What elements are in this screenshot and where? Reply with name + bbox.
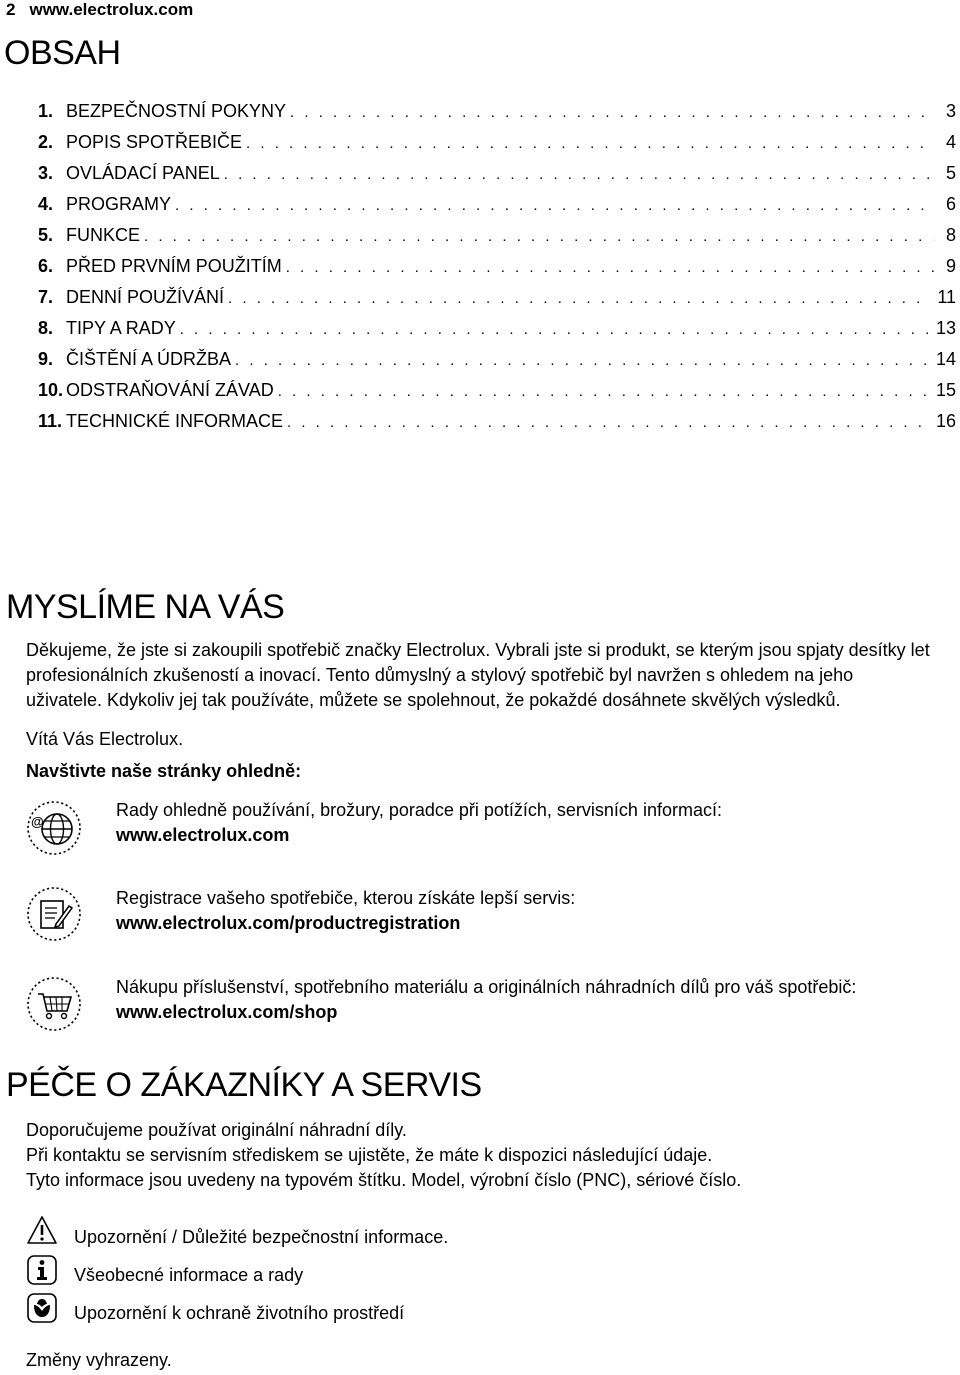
care-line: Doporučujeme používat originální náhradní díly. (26, 1120, 407, 1140)
care-paragraph (26, 1118, 956, 1193)
toc-page: 3 (945, 101, 956, 121)
toc-item[interactable] (38, 189, 956, 220)
welcome-text: Vítá Vás Electrolux. (26, 729, 184, 749)
toc-page: 5 (945, 163, 956, 183)
table-of-contents (38, 96, 956, 437)
toc-leader (246, 128, 934, 159)
legend-environment-text: Upozornění k ochraně životního prostředí (74, 1303, 405, 1323)
toc-label: FUNKCE (66, 225, 141, 245)
toc-item[interactable] (38, 251, 956, 282)
section-title-care: PÉČE O ZÁKAZNÍKY A SERVIS (6, 1066, 482, 1104)
globe-icon (26, 800, 82, 856)
cart-icon (26, 976, 82, 1032)
link-url[interactable]: www.electrolux.com/shop (116, 1002, 338, 1022)
legend-info-text: Všeobecné informace a rady (74, 1265, 304, 1285)
toc-item[interactable] (38, 220, 956, 251)
toc-number: 3. (38, 163, 54, 183)
intro-line: profesionálních zkušeností a inovací. Tento důmyslný a stylový spotřebič byl navržen s ohledem na jeho (26, 665, 854, 685)
toc-page: 16 (935, 411, 956, 431)
environment-icon (26, 1292, 58, 1324)
toc-label: OVLÁDACÍ PANEL (66, 163, 220, 183)
shop-link-block (116, 975, 856, 1025)
toc-item[interactable] (38, 282, 956, 313)
toc-label: PŘED PRVNÍM POUŽITÍM (66, 256, 282, 276)
link-description: Registrace vašeho spotřebiče, kterou získáte lepší servis: (116, 888, 576, 908)
toc-page: 13 (935, 318, 956, 338)
intro-paragraph (26, 638, 956, 713)
toc-number: 10. (38, 380, 64, 400)
page-header (6, 0, 193, 20)
toc-number: 2. (38, 132, 54, 152)
intro-line: Děkujeme, že jste si zakoupili spotřebič značky Electrolux. Vybrali jste si produkt, se kterým jsou spjaty desítky let (26, 640, 930, 660)
toc-number: 5. (38, 225, 54, 245)
toc-item[interactable] (38, 127, 956, 158)
toc-page: 8 (945, 225, 956, 245)
toc-page: 11 (937, 287, 956, 307)
toc-page: 15 (935, 380, 956, 400)
toc-number: 7. (38, 287, 54, 307)
toc-number: 6. (38, 256, 54, 276)
toc-item[interactable] (38, 96, 956, 127)
toc-number: 9. (38, 349, 54, 369)
toc-label: ČIŠTĚNÍ A ÚDRŽBA (66, 349, 232, 369)
toc-page: 6 (945, 194, 956, 214)
toc-label: BEZPEČNOSTNÍ POKYNY (66, 101, 287, 121)
link-description: Nákupu příslušenství, spotřebního materiálu a originálních náhradních dílů pro váš spotřebič: (116, 977, 857, 997)
toc-leader (180, 314, 930, 345)
toc-item[interactable] (38, 375, 956, 406)
toc-leader (228, 283, 931, 314)
toc-item[interactable] (38, 313, 956, 344)
toc-label: POPIS SPOTŘEBIČE (66, 132, 243, 152)
toc-label: PROGRAMY (66, 194, 172, 214)
intro-line: uživatele. Kdykoliv jej tak používáte, můžete se spolehnout, že pokaždé dosáhnete skvělých výsledků. (26, 690, 841, 710)
support-link-block (116, 798, 722, 848)
toc-leader (144, 221, 934, 252)
toc-leader (224, 159, 934, 190)
section-title-thinking: MYSLÍME NA VÁS (6, 588, 285, 626)
care-line: Tyto informace jsou uvedeny na typovém štítku. Model, výrobní číslo (PNC), sériové číslo. (26, 1170, 742, 1190)
toc-leader (287, 407, 930, 438)
toc-item[interactable] (38, 344, 956, 375)
warning-icon (26, 1214, 58, 1246)
link-description: Rady ohledně používání, brožury, poradce při potížích, servisních informací: (116, 800, 722, 820)
toc-label: ODSTRAŇOVÁNÍ ZÁVAD (66, 380, 274, 400)
visit-heading: Navštivte naše stránky ohledně: (26, 761, 302, 781)
site-url: www.electrolux.com (29, 0, 194, 19)
link-url[interactable]: www.electrolux.com (116, 825, 290, 845)
link-url[interactable]: www.electrolux.com/productregistration (116, 913, 461, 933)
toc-number: 11. (38, 411, 63, 431)
toc-number: 4. (38, 194, 54, 214)
page-number: 2 (6, 0, 16, 19)
svg-text:@: @ (31, 814, 44, 829)
toc-leader (175, 190, 934, 221)
toc-number: 8. (38, 318, 54, 338)
toc-leader (235, 345, 930, 376)
toc-leader (286, 252, 934, 283)
toc-leader (278, 376, 930, 407)
toc-page: 14 (935, 349, 956, 369)
toc-page: 9 (945, 256, 956, 276)
toc-title: OBSAH (4, 34, 121, 72)
legend-warning-text: Upozornění / Důležité bezpečnostní informace. (74, 1227, 449, 1247)
toc-item[interactable] (38, 406, 956, 437)
registration-icon (26, 886, 82, 942)
registration-link-block (116, 886, 575, 936)
toc-item[interactable] (38, 158, 956, 189)
info-icon (26, 1254, 58, 1286)
toc-page: 4 (945, 132, 956, 152)
footer-note: Změny vyhrazeny. (26, 1350, 172, 1370)
toc-number: 1. (38, 101, 54, 121)
toc-label: TECHNICKÉ INFORMACE (66, 411, 284, 431)
toc-leader (290, 97, 934, 128)
care-line: Při kontaktu se servisním střediskem se ujistěte, že máte k dispozici následující údaje. (26, 1145, 713, 1165)
toc-label: DENNÍ POUŽÍVÁNÍ (66, 287, 225, 307)
toc-label: TIPY A RADY (66, 318, 176, 338)
